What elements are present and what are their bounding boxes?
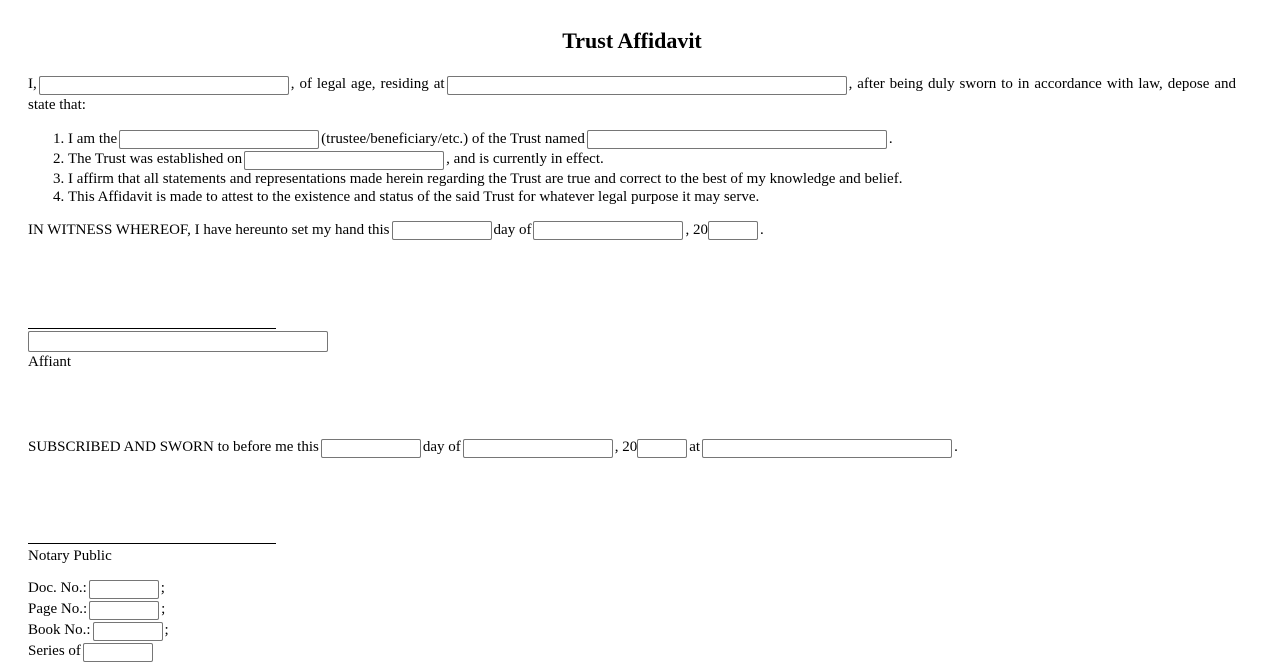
sworn-month-input[interactable]: [463, 439, 613, 458]
clause-item-1: [68, 129, 1236, 150]
notary-caption: Notary Public: [28, 548, 112, 564]
sworn-year-prefix: , 20: [614, 439, 638, 455]
trust-established-date-input[interactable]: [244, 151, 444, 170]
affiant-name-input[interactable]: [39, 76, 289, 95]
doc-no-row: [28, 578, 169, 599]
sworn-year-input[interactable]: [637, 439, 687, 458]
clause-item-3: [68, 170, 1236, 188]
clause-1-before: I am the: [68, 130, 118, 147]
clause-2-after: , and is currently in effect.: [446, 151, 604, 167]
sworn-at: at: [689, 439, 701, 455]
sworn-place-input[interactable]: [702, 439, 952, 458]
sworn-prefix: SUBSCRIBED AND SWORN to before me this: [28, 439, 319, 455]
affiant-signature-line: [28, 328, 276, 329]
clause-2-before: The Trust was established on: [68, 151, 243, 167]
page-no-label: Page No.:: [28, 601, 88, 617]
affiant-caption: Affiant: [28, 354, 72, 370]
sworn-suffix: .: [954, 439, 958, 455]
book-no-separator: ;: [164, 622, 169, 638]
page-no-separator: ;: [161, 601, 166, 617]
doc-no-label: Doc. No.:: [28, 580, 87, 596]
sworn-day-of: day of: [422, 439, 461, 455]
notary-signature-block: [28, 543, 276, 566]
page-no-input[interactable]: [89, 601, 159, 620]
witness-day-of: day of: [493, 221, 532, 238]
affiant-printed-name-input[interactable]: [28, 331, 328, 352]
notarial-register: [28, 578, 169, 662]
clause-list: [28, 129, 1236, 206]
book-no-label: Book No.:: [28, 622, 91, 638]
clause-4-text: This Affidavit is made to attest to the existence and status of the said Trust for whatever legal purpose it may serve.: [68, 188, 760, 205]
book-no-row: [28, 620, 169, 641]
clause-item-2: [68, 149, 1236, 170]
witness-paragraph: [28, 220, 1236, 241]
witness-prefix: IN WITNESS WHEREOF, I have hereunto set my hand this: [28, 221, 390, 238]
clause-1-after: .: [888, 130, 893, 147]
witness-year-input[interactable]: [708, 221, 758, 240]
doc-no-separator: ;: [160, 580, 165, 596]
doc-no-input[interactable]: [89, 580, 159, 599]
page-no-row: [28, 599, 169, 620]
sworn-paragraph: [28, 437, 958, 458]
affidavit-document: [28, 0, 1236, 659]
witness-suffix: .: [759, 221, 764, 238]
intro-after-address: , after being duly sworn to in accordance with law, depose and state that:: [28, 76, 1236, 113]
trust-role-input[interactable]: [119, 130, 319, 149]
series-input[interactable]: [83, 643, 153, 662]
clause-3-text: I affirm that all statements and representations made herein regarding the Trust are true and correct to the best of my knowledge and belief.: [68, 170, 903, 187]
affiant-signature-block: [28, 328, 328, 372]
witness-year-prefix: , 20: [685, 221, 708, 238]
clause-1-middle: (trustee/beneficiary/etc.) of the Trust named: [321, 130, 585, 147]
affiant-address-input[interactable]: [447, 76, 847, 95]
trust-name-input[interactable]: [587, 130, 887, 149]
notary-signature-line: [28, 543, 276, 544]
document-title: Trust Affidavit: [562, 28, 702, 53]
series-row: [28, 641, 169, 662]
witness-month-input[interactable]: [533, 221, 683, 240]
intro-paragraph: [28, 74, 1236, 115]
intro-after-name: , of legal age, residing at: [290, 76, 445, 92]
book-no-input[interactable]: [93, 622, 163, 641]
series-label: Series of: [28, 643, 81, 659]
sworn-day-input[interactable]: [321, 439, 421, 458]
witness-day-input[interactable]: [392, 221, 492, 240]
intro-prefix: I,: [28, 76, 37, 92]
clause-item-4: [68, 188, 1236, 206]
